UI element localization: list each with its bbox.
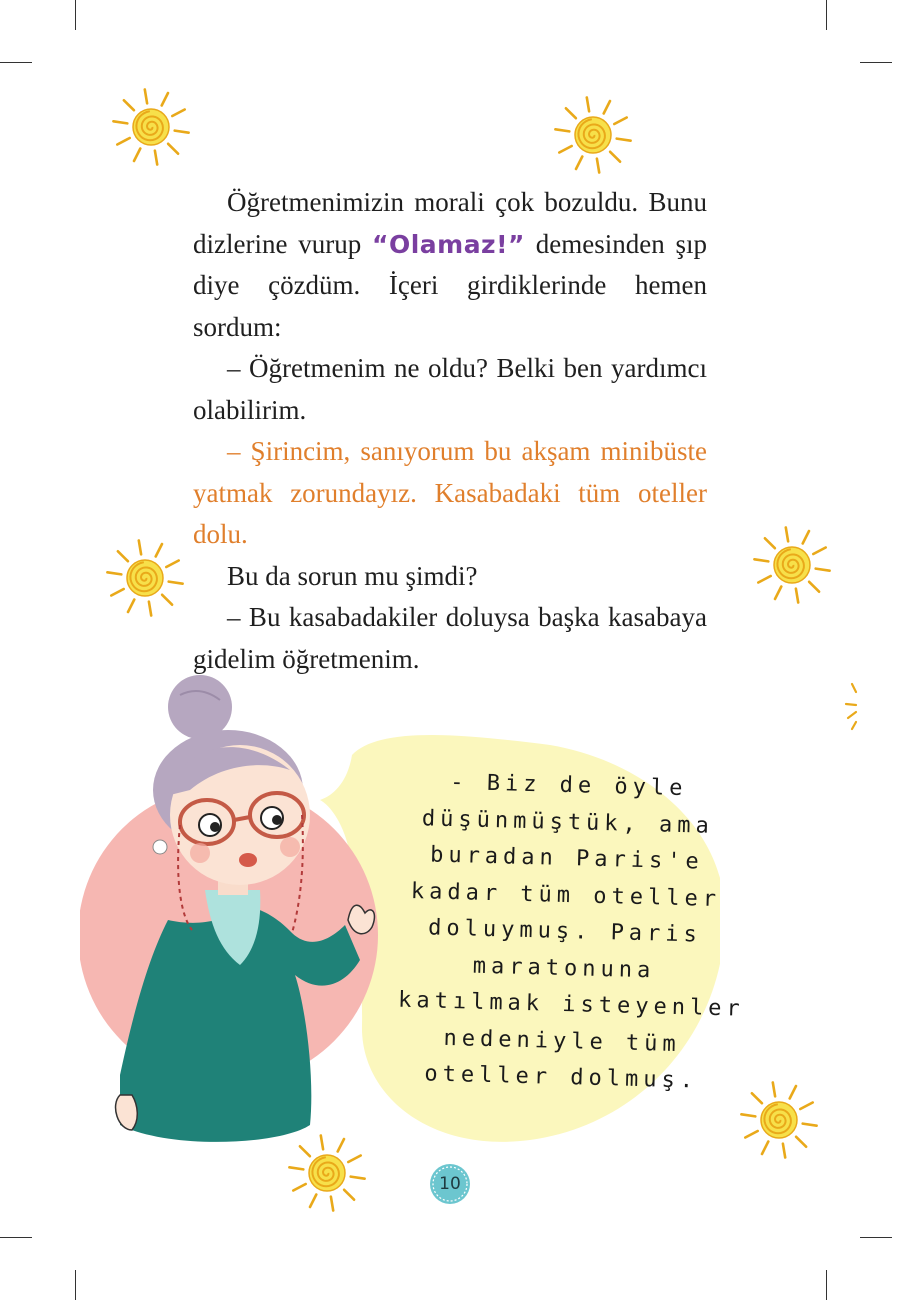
crop-mark <box>860 62 892 63</box>
dialogue-line-teacher: – Şirincim, sanıyorum bu akşam minibüste yatmak zorundayız. Kasabadaki tüm oteller dolu. <box>193 436 707 549</box>
bubble-line: doluymuş. Paris <box>427 915 703 948</box>
crop-mark <box>0 1237 32 1238</box>
sun-icon <box>747 520 837 610</box>
bubble-line: katılmak isteyenler <box>397 987 746 1022</box>
sun-icon <box>106 82 196 172</box>
bubble-line: maratonuna <box>472 953 656 983</box>
text-run: demesinden şıp diye çözdüm. İçeri girdiklerinde hemen sordum: <box>193 228 707 342</box>
sun-icon <box>734 1075 824 1165</box>
speech-bubble-text <box>396 764 746 1101</box>
bubble-line: nedeniyle tüm <box>443 1025 682 1057</box>
sun-icon <box>548 90 638 180</box>
dialogue-line: – Öğretmenim ne oldu? Belki ben yardımcı olabilirim. <box>193 353 707 425</box>
page-number: 10 <box>439 1174 461 1194</box>
sun-icon-partial <box>838 682 860 732</box>
bubble-line: - Biz de öyle <box>449 769 688 802</box>
crop-mark <box>826 0 827 30</box>
bubble-line: oteller dolmuş. <box>424 1061 699 1094</box>
sun-icon <box>100 533 190 623</box>
dialogue-line: – Bu kasabadakiler doluysa başka kasabaya gidelim öğretmenim. <box>193 602 707 674</box>
bubble-line: kadar tüm oteller <box>410 878 722 912</box>
crop-mark <box>75 0 76 30</box>
paragraph: Bu da sorun mu şimdi? <box>227 560 478 591</box>
bubble-line: düşünmüştük, ama <box>421 805 715 839</box>
exclamation-highlight: “Olamaz!” <box>372 229 525 259</box>
text-run: Öğretmenimizin morali çok bozuldu. Bunu dizlerine vurup <box>193 187 707 259</box>
bubble-line: buradan Paris'e <box>429 842 705 875</box>
paragraph <box>193 182 707 348</box>
crop-mark <box>826 1270 827 1300</box>
crop-mark <box>860 1237 892 1238</box>
crop-mark <box>75 1270 76 1300</box>
page-number-badge <box>428 1162 472 1206</box>
story-text <box>193 182 707 680</box>
crop-mark <box>0 62 32 63</box>
